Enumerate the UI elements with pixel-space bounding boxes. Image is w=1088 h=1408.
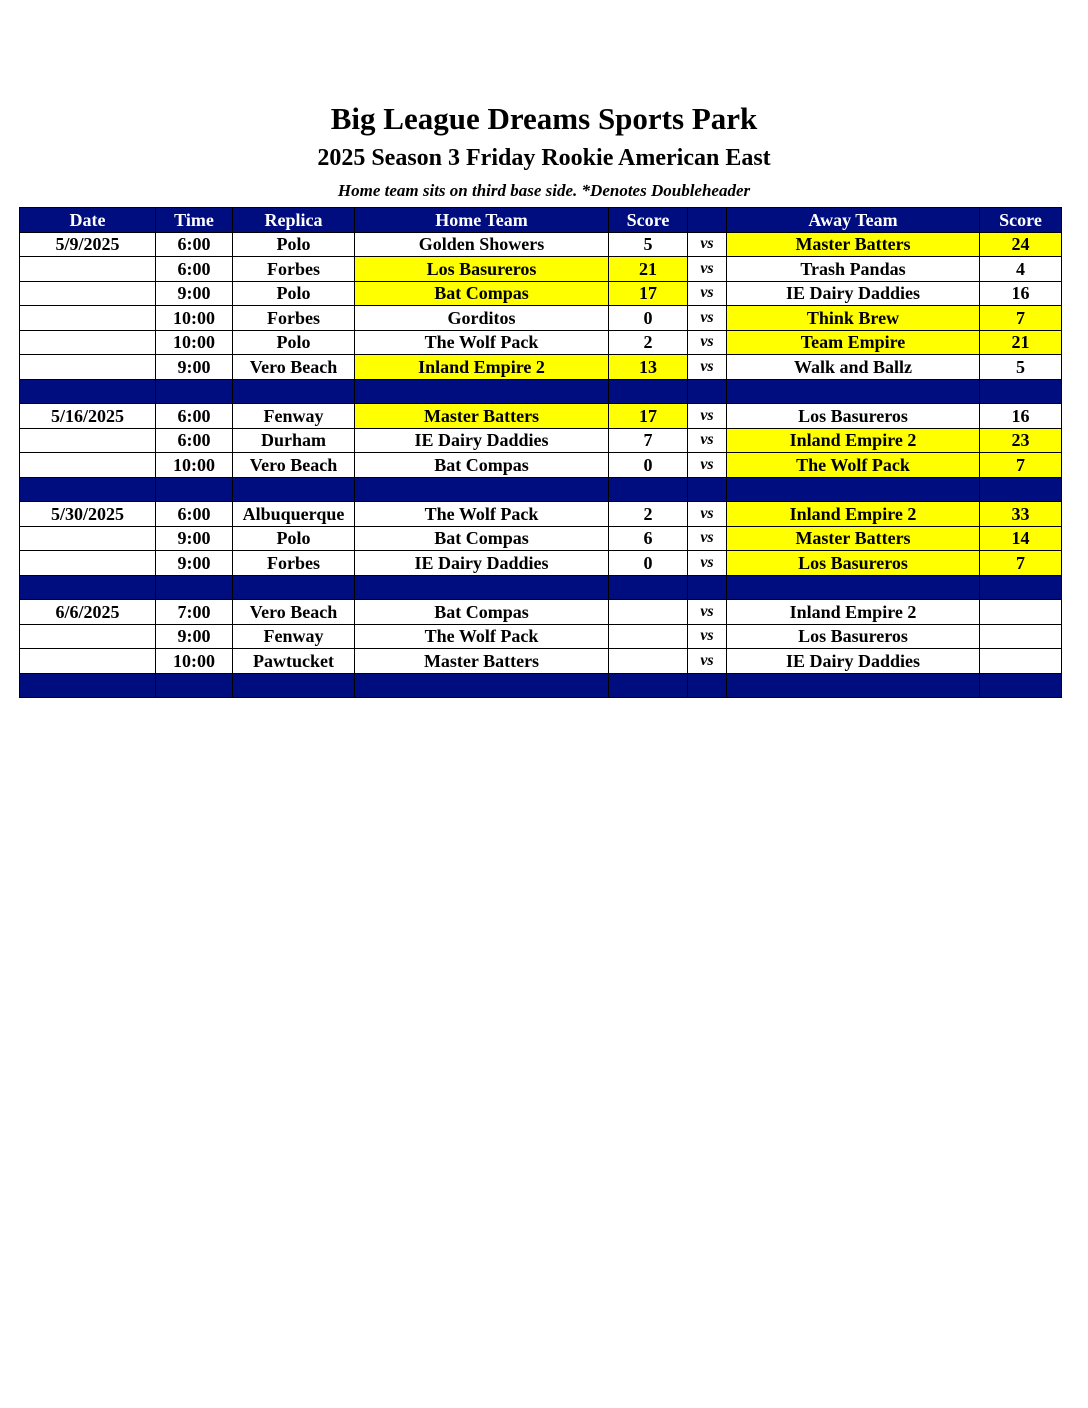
date-cell xyxy=(20,281,156,306)
home-score-cell: 0 xyxy=(609,306,688,331)
replica-cell: Forbes xyxy=(233,257,355,282)
date-cell xyxy=(20,649,156,674)
separator-cell xyxy=(20,379,156,404)
away-team-cell: Trash Pandas xyxy=(727,257,980,282)
away-score-cell: 7 xyxy=(980,306,1062,331)
time-cell: 10:00 xyxy=(156,306,233,331)
away-score-cell: 16 xyxy=(980,404,1062,429)
away-score-cell: 16 xyxy=(980,281,1062,306)
time-cell: 9:00 xyxy=(156,526,233,551)
separator-cell xyxy=(980,673,1062,698)
vs-cell: vs xyxy=(688,551,727,576)
header-home-score: Score xyxy=(609,208,688,233)
date-cell: 5/30/2025 xyxy=(20,502,156,527)
vs-cell: vs xyxy=(688,600,727,625)
home-team-cell: The Wolf Pack xyxy=(355,502,609,527)
separator-cell xyxy=(609,379,688,404)
replica-cell: Forbes xyxy=(233,551,355,576)
separator-cell xyxy=(233,673,355,698)
time-cell: 9:00 xyxy=(156,551,233,576)
game-row xyxy=(20,281,1062,306)
home-score-cell xyxy=(609,600,688,625)
home-team-cell: Golden Showers xyxy=(355,232,609,257)
home-team-cell: Master Batters xyxy=(355,404,609,429)
home-score-cell: 21 xyxy=(609,257,688,282)
time-cell: 6:00 xyxy=(156,232,233,257)
home-score-cell: 0 xyxy=(609,551,688,576)
home-team-cell: Bat Compas xyxy=(355,453,609,478)
vs-cell: vs xyxy=(688,428,727,453)
home-score-cell: 2 xyxy=(609,330,688,355)
game-row xyxy=(20,551,1062,576)
header-time: Time xyxy=(156,208,233,233)
away-score-cell xyxy=(980,649,1062,674)
time-cell: 9:00 xyxy=(156,624,233,649)
page-note: Home team sits on third base side. *Denotes Doubleheader xyxy=(337,181,751,200)
time-cell: 6:00 xyxy=(156,404,233,429)
separator-cell xyxy=(355,673,609,698)
home-score-cell: 17 xyxy=(609,404,688,429)
home-score-cell: 17 xyxy=(609,281,688,306)
away-team-cell: Inland Empire 2 xyxy=(727,600,980,625)
replica-cell: Vero Beach xyxy=(233,600,355,625)
date-cell xyxy=(20,453,156,478)
away-team-cell: The Wolf Pack xyxy=(727,453,980,478)
away-team-cell: Think Brew xyxy=(727,306,980,331)
date-cell: 6/6/2025 xyxy=(20,600,156,625)
separator-cell xyxy=(233,575,355,600)
replica-cell: Vero Beach xyxy=(233,355,355,380)
home-score-cell xyxy=(609,649,688,674)
separator-row xyxy=(20,477,1062,502)
header-away-team: Away Team xyxy=(727,208,980,233)
vs-cell: vs xyxy=(688,404,727,429)
header-away-score: Score xyxy=(980,208,1062,233)
away-score-cell: 23 xyxy=(980,428,1062,453)
date-cell: 5/9/2025 xyxy=(20,232,156,257)
separator-cell xyxy=(688,379,727,404)
away-team-cell: Los Basureros xyxy=(727,404,980,429)
vs-cell: vs xyxy=(688,355,727,380)
game-row xyxy=(20,453,1062,478)
separator-cell xyxy=(688,673,727,698)
separator-cell xyxy=(727,379,980,404)
separator-cell xyxy=(355,575,609,600)
away-score-cell: 5 xyxy=(980,355,1062,380)
replica-cell: Polo xyxy=(233,330,355,355)
separator-row xyxy=(20,575,1062,600)
home-team-cell: Los Basureros xyxy=(355,257,609,282)
date-cell xyxy=(20,355,156,380)
separator-cell xyxy=(609,575,688,600)
game-row xyxy=(20,257,1062,282)
away-team-cell: Inland Empire 2 xyxy=(727,428,980,453)
separator-cell xyxy=(980,379,1062,404)
separator-cell xyxy=(20,673,156,698)
separator-cell xyxy=(609,477,688,502)
separator-cell xyxy=(980,575,1062,600)
home-team-cell: IE Dairy Daddies xyxy=(355,551,609,576)
separator-cell xyxy=(355,477,609,502)
header-vs xyxy=(688,208,727,233)
time-cell: 6:00 xyxy=(156,502,233,527)
separator-cell xyxy=(727,477,980,502)
replica-cell: Polo xyxy=(233,526,355,551)
time-cell: 6:00 xyxy=(156,428,233,453)
date-cell xyxy=(20,257,156,282)
home-team-cell: Bat Compas xyxy=(355,281,609,306)
separator-cell xyxy=(727,575,980,600)
game-row xyxy=(20,428,1062,453)
time-cell: 10:00 xyxy=(156,330,233,355)
home-team-cell: The Wolf Pack xyxy=(355,624,609,649)
header-date: Date xyxy=(20,208,156,233)
vs-cell: vs xyxy=(688,330,727,355)
game-row xyxy=(20,502,1062,527)
vs-cell: vs xyxy=(688,624,727,649)
time-cell: 9:00 xyxy=(156,355,233,380)
page-title: Big League Dreams Sports Park xyxy=(330,101,758,136)
away-score-cell: 21 xyxy=(980,330,1062,355)
separator-cell xyxy=(980,477,1062,502)
away-score-cell: 4 xyxy=(980,257,1062,282)
time-cell: 7:00 xyxy=(156,600,233,625)
schedule-table xyxy=(19,207,1062,698)
separator-cell xyxy=(355,379,609,404)
vs-cell: vs xyxy=(688,232,727,257)
home-score-cell: 0 xyxy=(609,453,688,478)
game-row xyxy=(20,232,1062,257)
separator-cell xyxy=(688,575,727,600)
header-replica: Replica xyxy=(233,208,355,233)
replica-cell: Vero Beach xyxy=(233,453,355,478)
home-score-cell: 5 xyxy=(609,232,688,257)
date-cell xyxy=(20,624,156,649)
away-score-cell: 33 xyxy=(980,502,1062,527)
away-team-cell: Walk and Ballz xyxy=(727,355,980,380)
separator-cell xyxy=(688,477,727,502)
game-row xyxy=(20,649,1062,674)
away-team-cell: Master Batters xyxy=(727,232,980,257)
separator-cell xyxy=(20,477,156,502)
away-team-cell: Master Batters xyxy=(727,526,980,551)
game-row xyxy=(20,526,1062,551)
separator-cell xyxy=(156,477,233,502)
separator-cell xyxy=(156,379,233,404)
away-team-cell: Los Basureros xyxy=(727,624,980,649)
away-score-cell: 14 xyxy=(980,526,1062,551)
time-cell: 10:00 xyxy=(156,453,233,478)
date-cell xyxy=(20,551,156,576)
vs-cell: vs xyxy=(688,502,727,527)
replica-cell: Albuquerque xyxy=(233,502,355,527)
home-score-cell: 2 xyxy=(609,502,688,527)
vs-cell: vs xyxy=(688,453,727,478)
home-score-cell: 13 xyxy=(609,355,688,380)
game-row xyxy=(20,306,1062,331)
home-team-cell: Bat Compas xyxy=(355,600,609,625)
game-row xyxy=(20,355,1062,380)
vs-cell: vs xyxy=(688,649,727,674)
vs-cell: vs xyxy=(688,526,727,551)
game-row xyxy=(20,624,1062,649)
date-cell xyxy=(20,526,156,551)
separator-cell xyxy=(156,673,233,698)
away-score-cell: 7 xyxy=(980,551,1062,576)
home-score-cell xyxy=(609,624,688,649)
vs-cell: vs xyxy=(688,281,727,306)
header-home-team: Home Team xyxy=(355,208,609,233)
replica-cell: Fenway xyxy=(233,404,355,429)
replica-cell: Polo xyxy=(233,281,355,306)
replica-cell: Forbes xyxy=(233,306,355,331)
replica-cell: Durham xyxy=(233,428,355,453)
away-team-cell: IE Dairy Daddies xyxy=(727,281,980,306)
away-team-cell: IE Dairy Daddies xyxy=(727,649,980,674)
home-team-cell: IE Dairy Daddies xyxy=(355,428,609,453)
home-team-cell: The Wolf Pack xyxy=(355,330,609,355)
date-cell xyxy=(20,330,156,355)
game-row xyxy=(20,404,1062,429)
time-cell: 6:00 xyxy=(156,257,233,282)
home-score-cell: 6 xyxy=(609,526,688,551)
home-team-cell: Master Batters xyxy=(355,649,609,674)
home-team-cell: Gorditos xyxy=(355,306,609,331)
vs-cell: vs xyxy=(688,306,727,331)
vs-cell: vs xyxy=(688,257,727,282)
separator-cell xyxy=(233,379,355,404)
away-team-cell: Team Empire xyxy=(727,330,980,355)
replica-cell: Fenway xyxy=(233,624,355,649)
table-header-row xyxy=(20,208,1062,233)
separator-cell xyxy=(156,575,233,600)
separator-cell xyxy=(20,575,156,600)
date-cell xyxy=(20,428,156,453)
away-team-cell: Los Basureros xyxy=(727,551,980,576)
home-team-cell: Inland Empire 2 xyxy=(355,355,609,380)
separator-row xyxy=(20,379,1062,404)
replica-cell: Polo xyxy=(233,232,355,257)
separator-cell xyxy=(233,477,355,502)
away-score-cell xyxy=(980,624,1062,649)
home-team-cell: Bat Compas xyxy=(355,526,609,551)
away-score-cell xyxy=(980,600,1062,625)
date-cell: 5/16/2025 xyxy=(20,404,156,429)
game-row xyxy=(20,330,1062,355)
time-cell: 10:00 xyxy=(156,649,233,674)
separator-cell xyxy=(727,673,980,698)
separator-row xyxy=(20,673,1062,698)
home-score-cell: 7 xyxy=(609,428,688,453)
replica-cell: Pawtucket xyxy=(233,649,355,674)
away-score-cell: 7 xyxy=(980,453,1062,478)
time-cell: 9:00 xyxy=(156,281,233,306)
game-row xyxy=(20,600,1062,625)
page-subtitle: 2025 Season 3 Friday Rookie American East xyxy=(317,145,771,171)
separator-cell xyxy=(609,673,688,698)
date-cell xyxy=(20,306,156,331)
away-score-cell: 24 xyxy=(980,232,1062,257)
away-team-cell: Inland Empire 2 xyxy=(727,502,980,527)
